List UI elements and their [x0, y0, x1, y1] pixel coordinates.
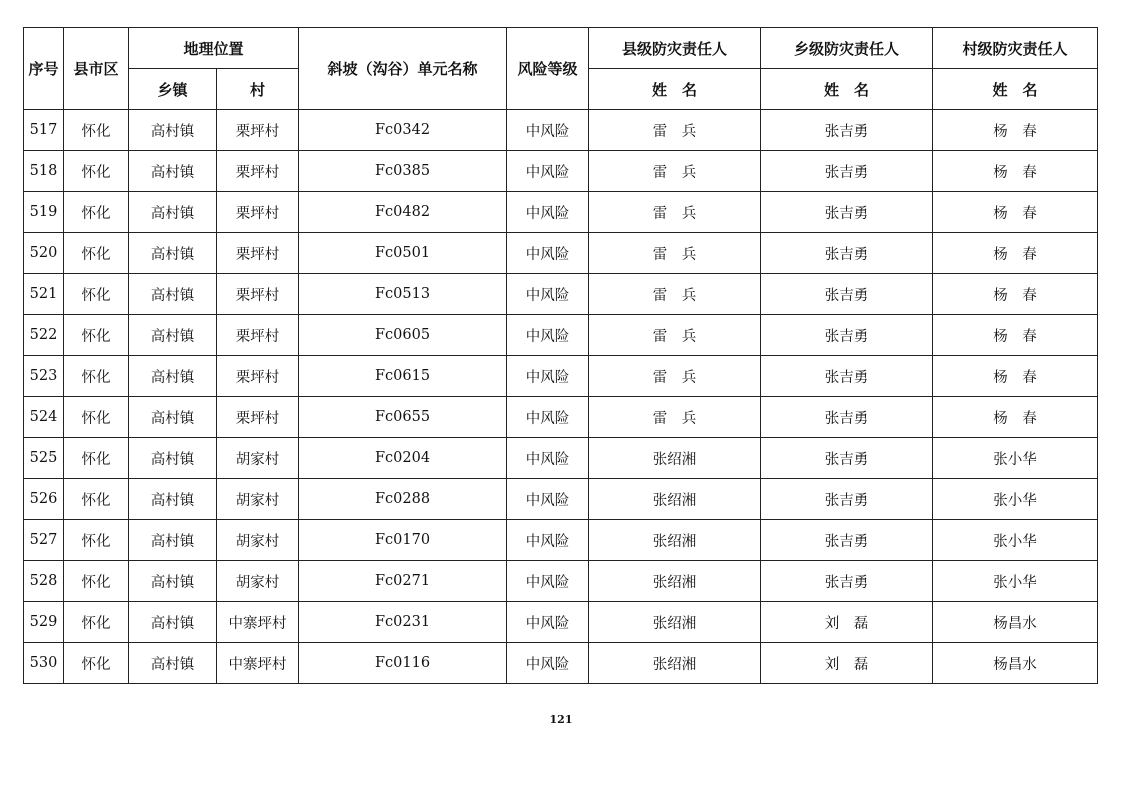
cell-seq: 521 — [24, 274, 64, 315]
cell-seq: 518 — [24, 151, 64, 192]
cell-county-responsible: 张绍湘 — [589, 438, 761, 479]
cell-risk-level: 中风险 — [507, 356, 589, 397]
cell-village: 栗坪村 — [217, 233, 299, 274]
cell-county-responsible: 雷 兵 — [589, 110, 761, 151]
cell-risk-level: 中风险 — [507, 602, 589, 643]
cell-county-responsible: 张绍湘 — [589, 520, 761, 561]
cell-village: 栗坪村 — [217, 274, 299, 315]
cell-village-responsible: 杨昌水 — [933, 602, 1098, 643]
cell-town-responsible: 张吉勇 — [761, 479, 933, 520]
cell-town: 高村镇 — [129, 520, 217, 561]
table-row — [24, 274, 1098, 315]
cell-town-responsible: 刘 磊 — [761, 602, 933, 643]
cell-risk-level: 中风险 — [507, 479, 589, 520]
cell-village-responsible: 杨 春 — [933, 315, 1098, 356]
header-county-responsible: 县级防灾责任人 — [589, 28, 761, 69]
risk-responsibility-table — [23, 27, 1098, 684]
cell-county: 怀化 — [64, 315, 129, 356]
cell-town: 高村镇 — [129, 192, 217, 233]
cell-village: 栗坪村 — [217, 356, 299, 397]
table-row — [24, 520, 1098, 561]
cell-village-responsible: 张小华 — [933, 520, 1098, 561]
cell-town-responsible: 张吉勇 — [761, 274, 933, 315]
cell-county-responsible: 张绍湘 — [589, 643, 761, 684]
header-risk-level: 风险等级 — [507, 28, 589, 110]
cell-county-responsible: 张绍湘 — [589, 561, 761, 602]
cell-unit-name: Fc0615 — [299, 356, 507, 397]
cell-seq: 520 — [24, 233, 64, 274]
cell-county: 怀化 — [64, 110, 129, 151]
cell-seq: 522 — [24, 315, 64, 356]
cell-seq: 523 — [24, 356, 64, 397]
cell-village: 胡家村 — [217, 438, 299, 479]
cell-village-responsible: 杨 春 — [933, 110, 1098, 151]
table-row — [24, 479, 1098, 520]
header-county-resp-name: 姓 名 — [589, 69, 761, 110]
cell-village: 中寨坪村 — [217, 643, 299, 684]
cell-town-responsible: 张吉勇 — [761, 192, 933, 233]
table-body — [24, 110, 1098, 684]
cell-unit-name: Fc0271 — [299, 561, 507, 602]
cell-risk-level: 中风险 — [507, 561, 589, 602]
header-unit-name: 斜坡（沟谷）单元名称 — [299, 28, 507, 110]
cell-unit-name: Fc0116 — [299, 643, 507, 684]
cell-county-responsible: 雷 兵 — [589, 151, 761, 192]
table-row — [24, 397, 1098, 438]
cell-unit-name: Fc0231 — [299, 602, 507, 643]
cell-county: 怀化 — [64, 643, 129, 684]
cell-town: 高村镇 — [129, 233, 217, 274]
cell-risk-level: 中风险 — [507, 110, 589, 151]
cell-county: 怀化 — [64, 151, 129, 192]
cell-town-responsible: 张吉勇 — [761, 356, 933, 397]
cell-risk-level: 中风险 — [507, 315, 589, 356]
cell-town-responsible: 张吉勇 — [761, 397, 933, 438]
cell-town-responsible: 张吉勇 — [761, 315, 933, 356]
cell-village-responsible: 张小华 — [933, 479, 1098, 520]
cell-seq: 528 — [24, 561, 64, 602]
table-row — [24, 151, 1098, 192]
page-number: 121 — [549, 713, 573, 726]
cell-county: 怀化 — [64, 397, 129, 438]
cell-county-responsible: 雷 兵 — [589, 233, 761, 274]
cell-county-responsible: 雷 兵 — [589, 397, 761, 438]
cell-unit-name: Fc0605 — [299, 315, 507, 356]
cell-town-responsible: 张吉勇 — [761, 438, 933, 479]
cell-village-responsible: 杨 春 — [933, 192, 1098, 233]
cell-town: 高村镇 — [129, 561, 217, 602]
cell-seq: 524 — [24, 397, 64, 438]
table-row — [24, 643, 1098, 684]
cell-county: 怀化 — [64, 438, 129, 479]
cell-village: 栗坪村 — [217, 192, 299, 233]
table-row — [24, 438, 1098, 479]
cell-town-responsible: 刘 磊 — [761, 643, 933, 684]
cell-town: 高村镇 — [129, 479, 217, 520]
cell-town: 高村镇 — [129, 397, 217, 438]
cell-village: 胡家村 — [217, 561, 299, 602]
cell-seq: 519 — [24, 192, 64, 233]
cell-town: 高村镇 — [129, 643, 217, 684]
cell-village: 中寨坪村 — [217, 602, 299, 643]
cell-unit-name: Fc0655 — [299, 397, 507, 438]
header-town: 乡镇 — [129, 69, 217, 110]
cell-unit-name: Fc0513 — [299, 274, 507, 315]
table-row — [24, 233, 1098, 274]
table-header — [24, 28, 1098, 110]
table-row — [24, 356, 1098, 397]
cell-county-responsible: 雷 兵 — [589, 356, 761, 397]
header-village-resp-name: 姓 名 — [933, 69, 1098, 110]
cell-unit-name: Fc0204 — [299, 438, 507, 479]
cell-town-responsible: 张吉勇 — [761, 151, 933, 192]
cell-town: 高村镇 — [129, 602, 217, 643]
cell-village: 栗坪村 — [217, 397, 299, 438]
cell-county-responsible: 张绍湘 — [589, 602, 761, 643]
cell-county: 怀化 — [64, 356, 129, 397]
cell-village-responsible: 杨昌水 — [933, 643, 1098, 684]
cell-town-responsible: 张吉勇 — [761, 233, 933, 274]
cell-village: 胡家村 — [217, 479, 299, 520]
cell-village: 栗坪村 — [217, 110, 299, 151]
cell-seq: 526 — [24, 479, 64, 520]
cell-risk-level: 中风险 — [507, 274, 589, 315]
table-row — [24, 602, 1098, 643]
cell-risk-level: 中风险 — [507, 643, 589, 684]
cell-town: 高村镇 — [129, 274, 217, 315]
header-town-responsible: 乡级防灾责任人 — [761, 28, 933, 69]
table-row — [24, 192, 1098, 233]
cell-unit-name: Fc0342 — [299, 110, 507, 151]
header-county: 县市区 — [64, 28, 129, 110]
cell-town-responsible: 张吉勇 — [761, 561, 933, 602]
cell-town: 高村镇 — [129, 315, 217, 356]
cell-county: 怀化 — [64, 192, 129, 233]
cell-risk-level: 中风险 — [507, 233, 589, 274]
header-village: 村 — [217, 69, 299, 110]
header-seq: 序号 — [24, 28, 64, 110]
cell-county: 怀化 — [64, 561, 129, 602]
cell-village-responsible: 张小华 — [933, 561, 1098, 602]
cell-county: 怀化 — [64, 602, 129, 643]
cell-village-responsible: 杨 春 — [933, 397, 1098, 438]
cell-unit-name: Fc0385 — [299, 151, 507, 192]
cell-town: 高村镇 — [129, 356, 217, 397]
cell-seq: 527 — [24, 520, 64, 561]
cell-town: 高村镇 — [129, 438, 217, 479]
cell-village: 胡家村 — [217, 520, 299, 561]
cell-village-responsible: 杨 春 — [933, 356, 1098, 397]
cell-town: 高村镇 — [129, 110, 217, 151]
cell-village-responsible: 张小华 — [933, 438, 1098, 479]
cell-village: 栗坪村 — [217, 315, 299, 356]
table-row — [24, 315, 1098, 356]
cell-seq: 530 — [24, 643, 64, 684]
header-geo-location: 地理位置 — [129, 28, 299, 69]
cell-seq: 517 — [24, 110, 64, 151]
cell-unit-name: Fc0170 — [299, 520, 507, 561]
cell-risk-level: 中风险 — [507, 151, 589, 192]
cell-county-responsible: 雷 兵 — [589, 192, 761, 233]
header-village-responsible: 村级防灾责任人 — [933, 28, 1098, 69]
cell-village-responsible: 杨 春 — [933, 233, 1098, 274]
cell-seq: 529 — [24, 602, 64, 643]
cell-county: 怀化 — [64, 479, 129, 520]
table-row — [24, 561, 1098, 602]
table-row — [24, 110, 1098, 151]
cell-village-responsible: 杨 春 — [933, 151, 1098, 192]
cell-town-responsible: 张吉勇 — [761, 110, 933, 151]
cell-county: 怀化 — [64, 233, 129, 274]
header-row-top — [24, 28, 1098, 69]
cell-unit-name: Fc0288 — [299, 479, 507, 520]
cell-risk-level: 中风险 — [507, 397, 589, 438]
cell-seq: 525 — [24, 438, 64, 479]
cell-town: 高村镇 — [129, 151, 217, 192]
cell-county-responsible: 张绍湘 — [589, 479, 761, 520]
cell-town-responsible: 张吉勇 — [761, 520, 933, 561]
cell-county: 怀化 — [64, 274, 129, 315]
cell-county-responsible: 雷 兵 — [589, 274, 761, 315]
header-town-resp-name: 姓 名 — [761, 69, 933, 110]
cell-risk-level: 中风险 — [507, 438, 589, 479]
cell-risk-level: 中风险 — [507, 520, 589, 561]
cell-county: 怀化 — [64, 520, 129, 561]
cell-county-responsible: 雷 兵 — [589, 315, 761, 356]
cell-village-responsible: 杨 春 — [933, 274, 1098, 315]
cell-village: 栗坪村 — [217, 151, 299, 192]
cell-unit-name: Fc0482 — [299, 192, 507, 233]
cell-risk-level: 中风险 — [507, 192, 589, 233]
cell-unit-name: Fc0501 — [299, 233, 507, 274]
